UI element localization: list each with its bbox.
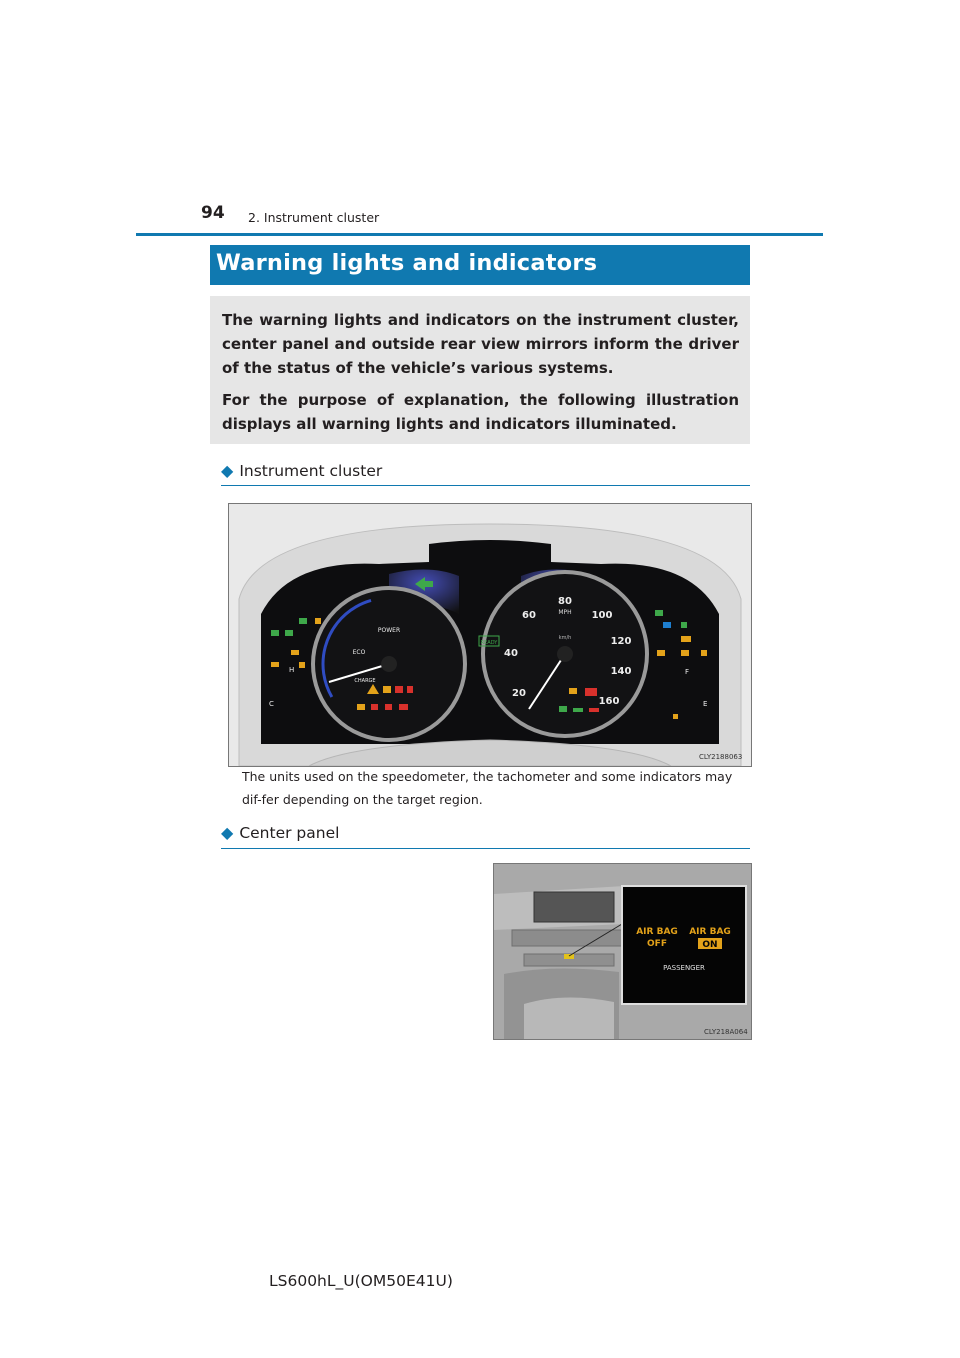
diamond-bullet-icon: ◆ bbox=[221, 823, 234, 842]
speed-tick-100: 100 bbox=[591, 610, 613, 621]
fuel-f-label: F bbox=[685, 668, 690, 676]
passenger-label: PASSENGER bbox=[663, 964, 705, 972]
instrument-cluster-illustration bbox=[228, 503, 752, 767]
diamond-bullet-icon: ◆ bbox=[221, 461, 234, 480]
speed-tick-60: 60 bbox=[522, 610, 536, 621]
speed-tick-140: 140 bbox=[610, 666, 632, 677]
mph-label: MPH bbox=[558, 609, 572, 616]
eco-label: ECO bbox=[352, 649, 366, 656]
kmh-label: km/h bbox=[558, 635, 572, 641]
airbag-off-label-line1: AIR BAG bbox=[636, 927, 678, 937]
page-number: 94 bbox=[201, 203, 225, 223]
page-title: Warning lights and indicators bbox=[216, 250, 598, 276]
intro-paragraph-1: The warning lights and indicators on the instrument cluster, center panel and outside rear view mirrors inform the driver of the status of the vehicle’s various systems. bbox=[222, 311, 739, 377]
power-label: POWER bbox=[377, 627, 401, 634]
ready-indicator: READY bbox=[480, 640, 498, 646]
center-panel-illustration bbox=[493, 863, 752, 1040]
temp-c-label: C bbox=[269, 700, 274, 708]
instrument-cluster-heading bbox=[221, 461, 382, 480]
speed-tick-40: 40 bbox=[504, 648, 518, 659]
airbag-on-label-line2: ON bbox=[702, 940, 718, 950]
intro-paragraph-2: For the purpose of explanation, the following illustration displays all warning lights and indicators illuminated. bbox=[222, 391, 739, 433]
instrument-cluster-rule bbox=[221, 485, 750, 486]
cluster-image-code: CLY2188063 bbox=[699, 753, 743, 761]
center-image-code: CLY218A064 bbox=[704, 1028, 748, 1036]
page-footer: LS600hL_U(OM50E41U) bbox=[269, 1272, 453, 1290]
header-rule bbox=[136, 233, 823, 236]
temp-h-label: H bbox=[289, 666, 295, 674]
speed-tick-20: 20 bbox=[512, 688, 526, 699]
airbag-off-label-line2: OFF bbox=[647, 939, 667, 949]
instrument-cluster-heading-text: Instrument cluster bbox=[239, 462, 383, 480]
center-panel-heading bbox=[221, 823, 339, 842]
intro-box bbox=[210, 296, 750, 444]
center-panel-rule bbox=[221, 848, 750, 849]
cluster-note: The units used on the speedometer, the tachometer and some indicators may dif-fer depending on the target region. bbox=[242, 769, 733, 807]
airbag-on-label-line1: AIR BAG bbox=[689, 927, 731, 937]
speed-tick-160: 160 bbox=[598, 696, 620, 707]
fuel-e-label: E bbox=[703, 700, 708, 708]
charge-label: CHARGE bbox=[354, 678, 376, 684]
section-title: 2. Instrument cluster bbox=[248, 210, 380, 225]
center-panel-heading-text: Center panel bbox=[239, 824, 340, 842]
speed-tick-80: 80 bbox=[558, 596, 572, 607]
speed-tick-120: 120 bbox=[610, 636, 632, 647]
